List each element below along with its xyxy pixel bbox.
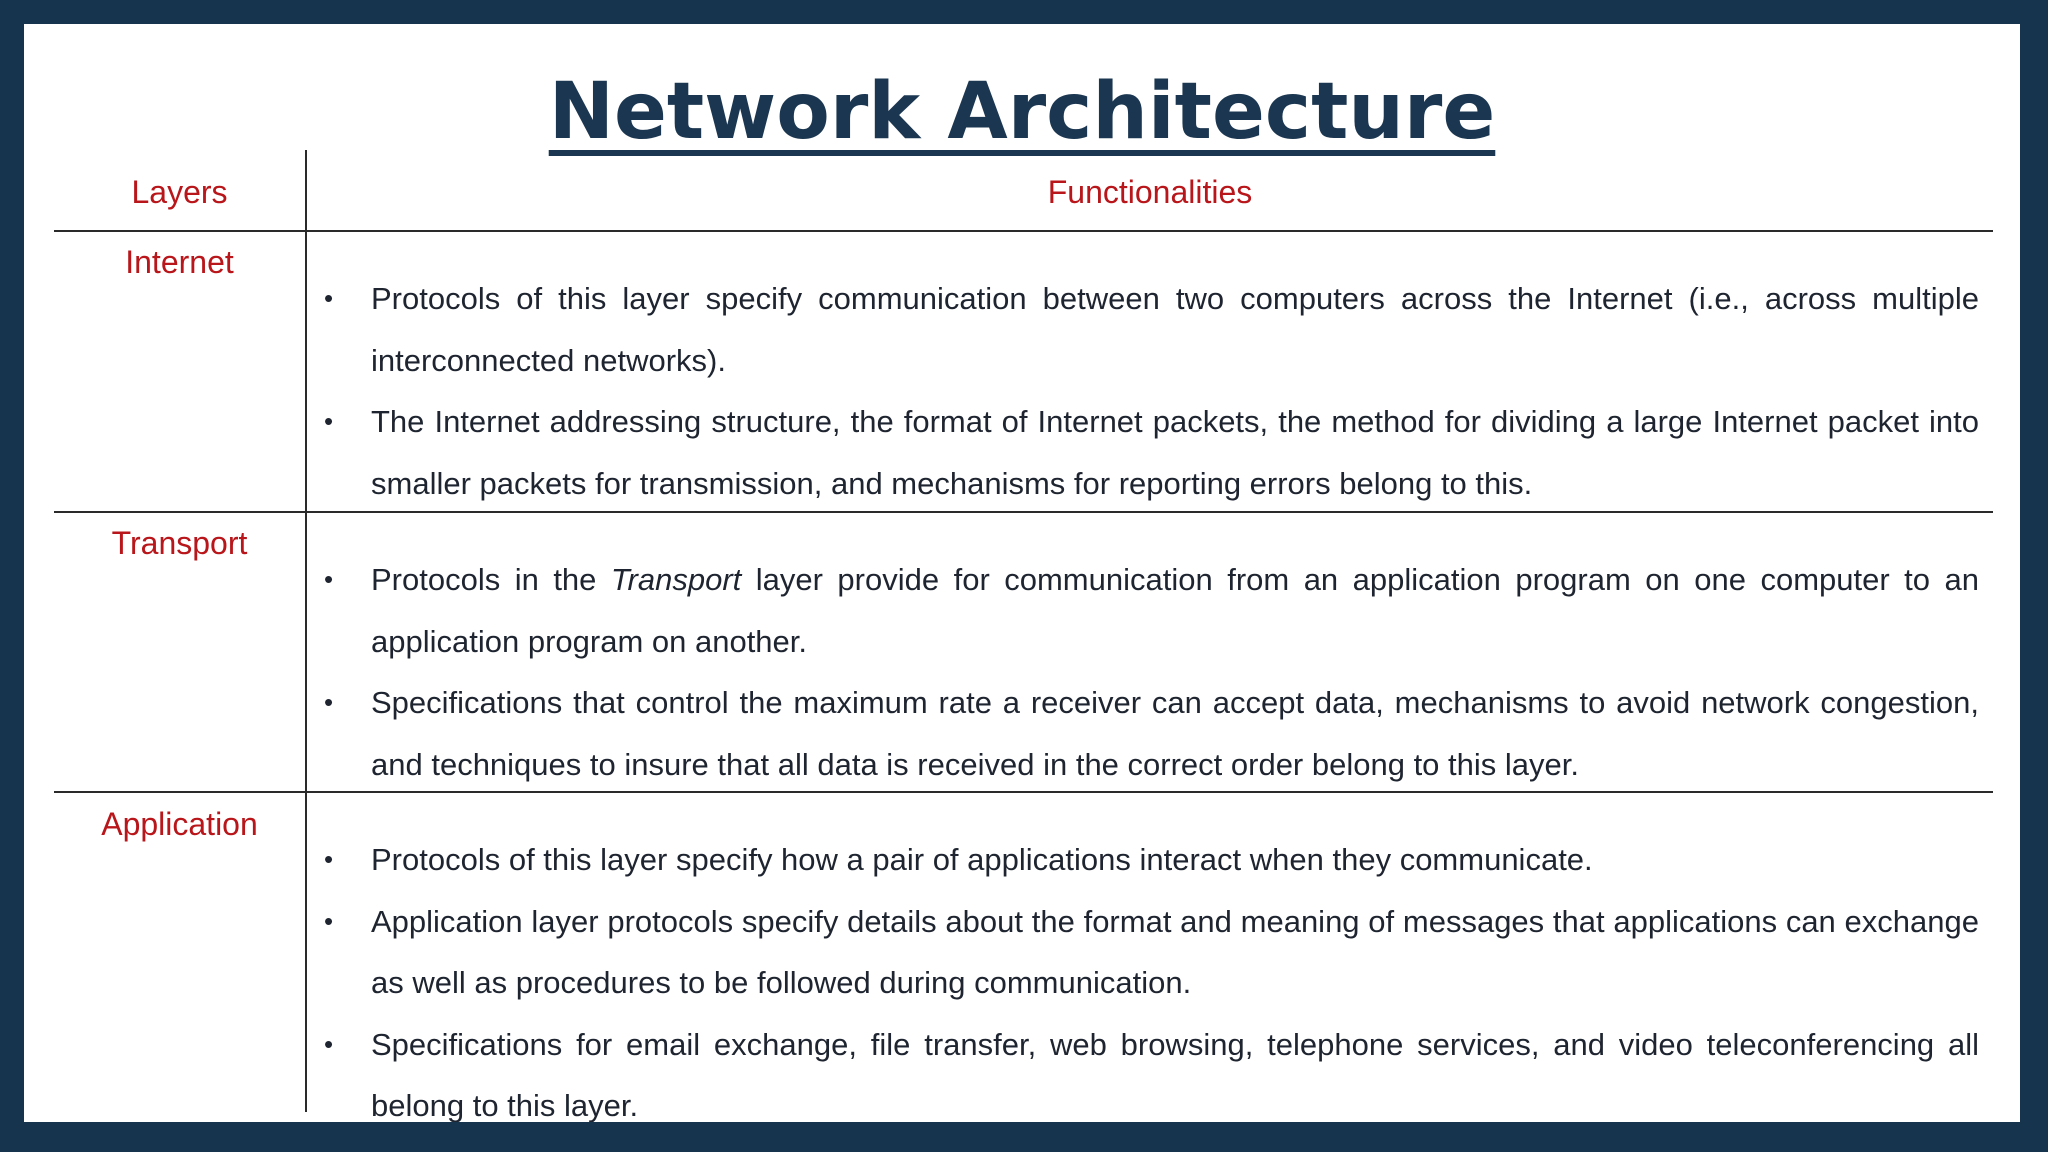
list-item — [324, 891, 1979, 1014]
layer-name-internet: Internet — [125, 244, 234, 280]
list-item — [324, 268, 1979, 391]
bullet-icon: • — [324, 1028, 334, 1059]
bullet-list-application — [324, 829, 1979, 1122]
bullet-text — [371, 562, 1979, 659]
bullet-text: Specifications that control the maximum rate a receiver can accept data, mechanisms to avoid network congestion, and techniques to insure that all data is received in the correct order belong to this layer. — [371, 685, 1979, 782]
page-title-text: Network Architecture — [548, 67, 1496, 157]
bullet-text: Protocols of this layer specify how a pair of applications interact when they communicate. — [371, 842, 1593, 877]
bullet-text-after: layer provide for communication from an application program on one computer to an application program on another. — [371, 562, 1979, 659]
bullet-list-internet — [324, 268, 1979, 514]
column-header-functionalities: Functionalities — [1047, 174, 1253, 210]
list-item — [324, 549, 1979, 672]
bullet-icon: • — [324, 844, 334, 874]
column-header-layers: Layers — [131, 174, 228, 210]
list-item — [324, 1014, 1979, 1123]
column-divider — [305, 150, 307, 1112]
bullet-text-italic: Transport — [610, 562, 742, 597]
bullet-text: Application layer protocols specify details about the format and meaning of messages that applications can exchange as well as procedures to be followed during communication. — [371, 903, 1979, 1000]
bullet-icon: • — [324, 283, 334, 313]
layer-name-application: Application — [101, 806, 258, 842]
bullet-text: The Internet addressing structure, the format of Internet packets, the method for dividing a large Internet packet into smaller packets for transmission, and mechanisms for reporting errors belong to this. — [371, 404, 1979, 501]
bullet-icon: • — [324, 406, 334, 436]
bullet-icon: • — [324, 687, 334, 717]
list-item — [324, 391, 1979, 514]
list-item — [324, 672, 1979, 795]
list-item — [324, 829, 1979, 891]
bullet-list-transport — [324, 549, 1979, 795]
bullet-text: Protocols of this layer specify communication between two computers across the Internet (i.e., across multiple interconnected networks). — [371, 281, 1979, 378]
bullet-text: Specifications for email exchange, file transfer, web browsing, telephone services, and video teleconferencing all belong to this layer. — [371, 1026, 1979, 1122]
header-divider — [54, 230, 1993, 232]
page-title — [24, 62, 2020, 162]
bullet-icon: • — [324, 564, 334, 594]
bullet-text-before: Protocols in the — [371, 562, 611, 597]
bullet-icon: • — [324, 905, 334, 936]
slide — [24, 24, 2020, 1122]
layer-name-transport: Transport — [111, 525, 248, 561]
